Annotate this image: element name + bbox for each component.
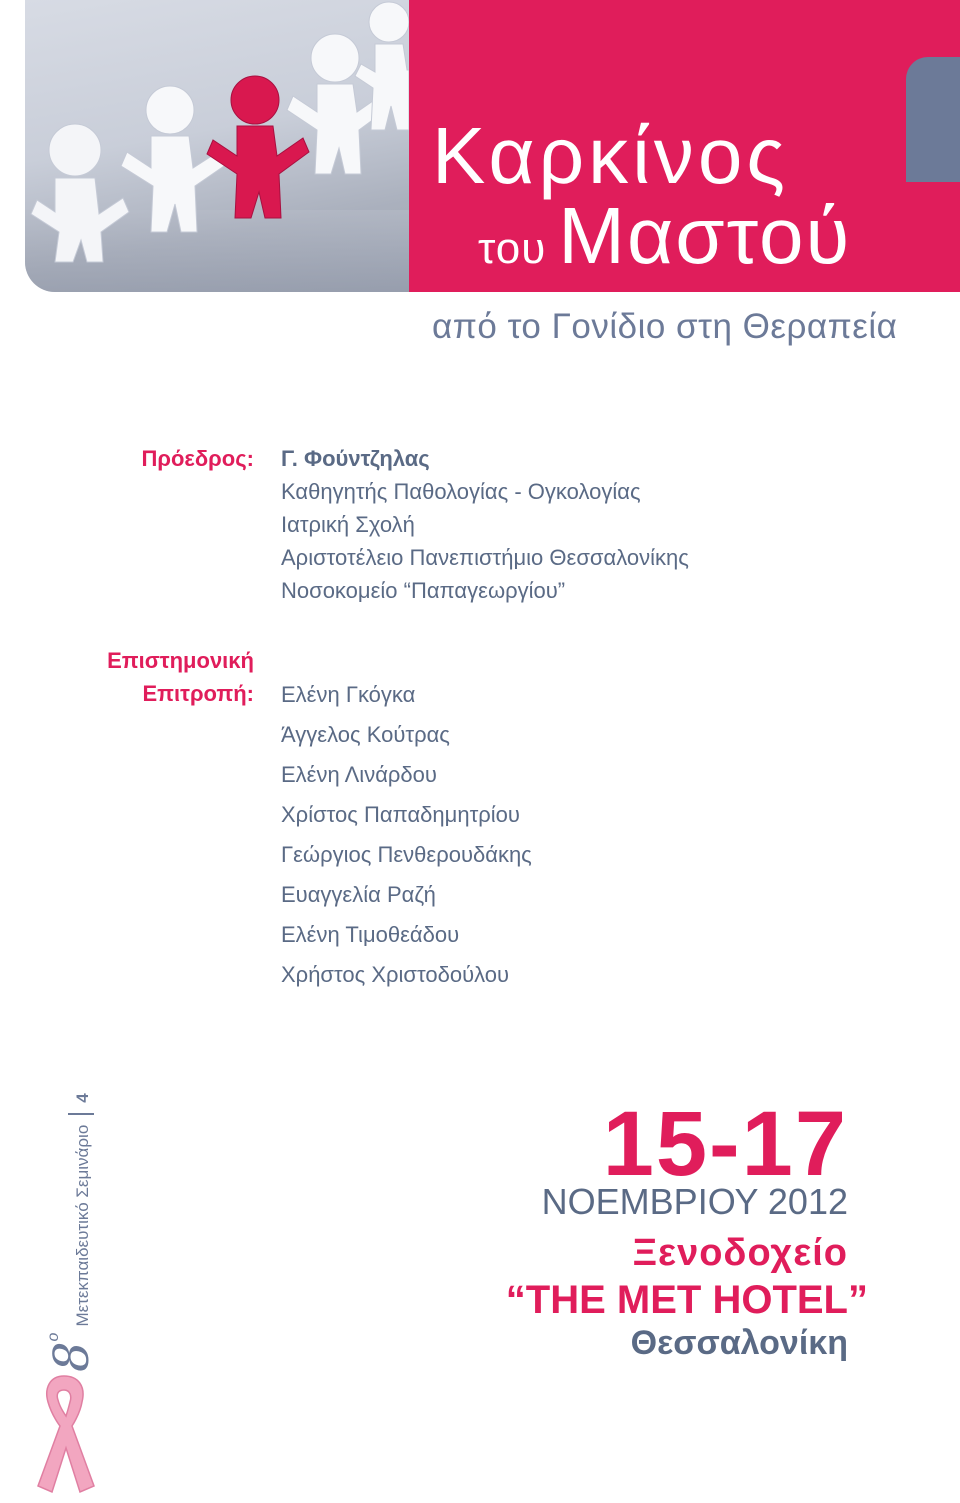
chair-block bbox=[281, 442, 689, 607]
committee-label-line1: Επιστημονική bbox=[107, 648, 254, 673]
divider bbox=[68, 1113, 94, 1115]
hero-photo-paper-people bbox=[25, 0, 409, 292]
event-month: ΝΟΕΜΒΡΙΟΥ 2012 bbox=[541, 1181, 848, 1222]
committee-label-line2: Επιτροπή: bbox=[142, 681, 254, 706]
title-main-word: Μαστού bbox=[558, 191, 852, 280]
list-item: Ευαγγελία Ραζή bbox=[281, 882, 436, 907]
page-number: 4 bbox=[73, 1093, 92, 1103]
chair-university: Αριστοτέλειο Πανεπιστήμιο Θεσσαλονίκης bbox=[281, 545, 689, 570]
seminar-ordinal: ο bbox=[45, 1332, 62, 1342]
paper-people-illustration bbox=[25, 0, 409, 292]
committee-list bbox=[281, 675, 532, 995]
committee-label bbox=[107, 644, 254, 710]
list-item: Γεώργιος Πενθερουδάκης bbox=[281, 842, 532, 867]
chair-label: Πρόεδρος: bbox=[141, 446, 254, 471]
chair-title: Καθηγητής Παθολογίας - Ογκολογίας bbox=[281, 479, 641, 504]
chair-school: Ιατρική Σχολή bbox=[281, 512, 415, 537]
list-item: Ελένη Τιμοθεάδου bbox=[281, 922, 460, 947]
chair-name: Γ. Φούντζηλας bbox=[281, 446, 430, 471]
title-article: του bbox=[478, 224, 547, 273]
list-item: Άγγελος Κούτρας bbox=[281, 722, 450, 747]
event-dates: 15-17 bbox=[602, 1093, 848, 1195]
venue-label: Ξενοδοχείο bbox=[632, 1232, 848, 1274]
list-item: Χρήστος Χριστοδούλου bbox=[281, 962, 510, 987]
seminar-title: Μετεκπαιδευτικό Σεμινάριο bbox=[73, 1124, 92, 1327]
chair-hospital: Νοσοκομείο “Παπαγεωργίου” bbox=[281, 578, 566, 603]
decorative-tab bbox=[906, 57, 960, 182]
sidebar-vertical-caption bbox=[44, 1093, 100, 1372]
list-item: Χρίστος Παπαδημητρίου bbox=[281, 802, 520, 827]
list-item: Ελένη Γκόγκα bbox=[281, 682, 416, 707]
list-item: Ελένη Λινάρδου bbox=[281, 762, 437, 787]
venue-city: Θεσσαλονίκη bbox=[630, 1324, 848, 1362]
page-title: Καρκίνος bbox=[432, 111, 789, 200]
page-subtitle: από το Γονίδιο στη Θεραπεία bbox=[432, 307, 898, 346]
venue-name: “THE MET HOTEL” bbox=[505, 1278, 868, 1322]
seminar-number: 8 bbox=[44, 1341, 100, 1372]
pink-ribbon-icon bbox=[30, 1368, 100, 1498]
page-title-line2 bbox=[478, 191, 852, 280]
